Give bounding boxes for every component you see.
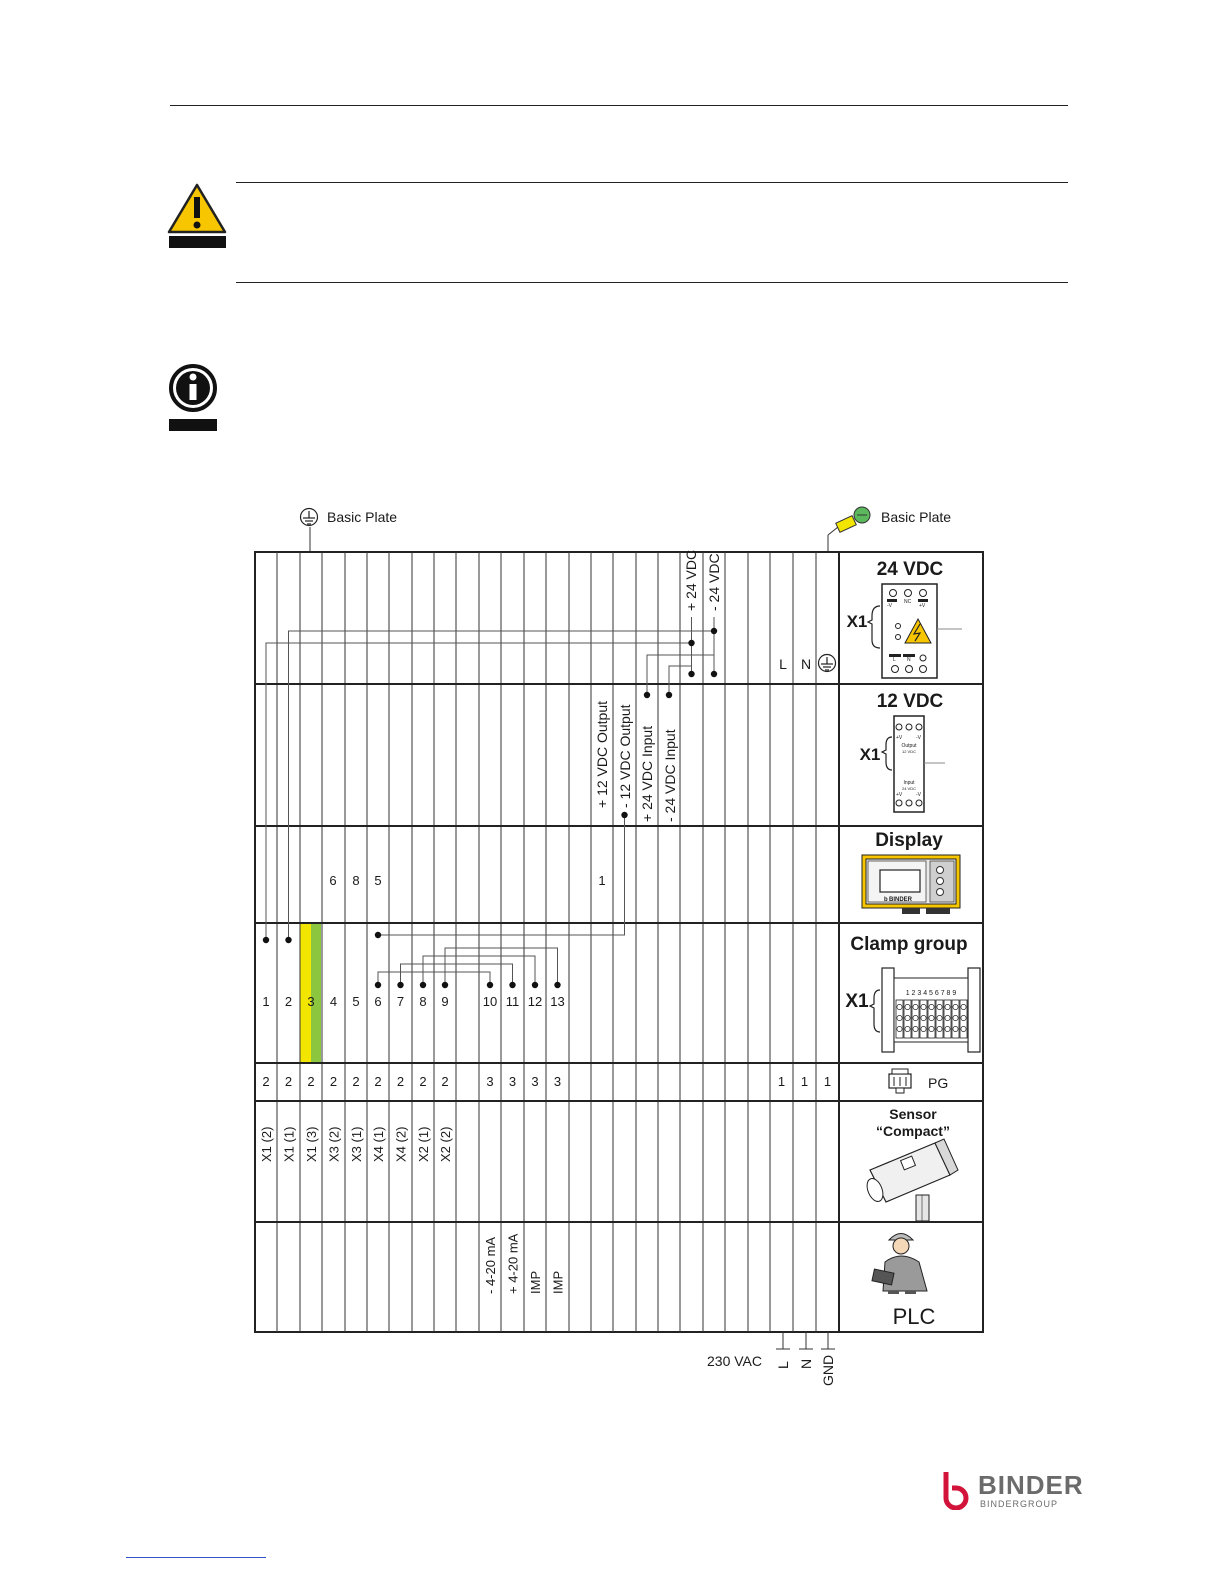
plc-signal-label: + 4-20 mA bbox=[505, 1233, 521, 1294]
terminal-numbers bbox=[262, 994, 564, 1009]
mains-N-label: N bbox=[798, 1358, 814, 1369]
clamp-screw bbox=[905, 1015, 910, 1020]
clamp-screw bbox=[953, 1004, 958, 1009]
clamp-screw bbox=[897, 1004, 902, 1009]
clamp-screw bbox=[929, 1026, 934, 1031]
psu24-title: 24 VDC bbox=[876, 559, 944, 580]
pg-number: 2 bbox=[329, 1074, 338, 1089]
clamp-screw bbox=[961, 1004, 966, 1009]
wire-dot bbox=[487, 982, 493, 988]
svg-text:-V: -V bbox=[887, 603, 892, 609]
display-pin: 1 bbox=[598, 873, 606, 888]
clamp-screw bbox=[945, 1004, 950, 1009]
wire-dot bbox=[554, 982, 560, 988]
display-pin: 6 bbox=[329, 873, 337, 888]
clamp-title: Clamp group bbox=[850, 934, 968, 955]
bar-basic-plate-label: Basic Plate bbox=[881, 509, 952, 525]
clamp-screw bbox=[937, 1004, 942, 1009]
psu24-terminal-label: X1 bbox=[846, 612, 868, 631]
display-pin: 8 bbox=[352, 873, 360, 888]
wire-dot bbox=[666, 692, 672, 698]
plc-signal-label: - 4-20 mA bbox=[483, 1236, 498, 1294]
sensor-pin-label: X2 (1) bbox=[416, 1126, 431, 1162]
earth-column-green bbox=[311, 923, 321, 1063]
svg-text:24 VDC: 24 VDC bbox=[901, 786, 917, 791]
sensor-title-line2: “Compact” bbox=[876, 1123, 950, 1139]
display-drawing bbox=[862, 855, 960, 914]
sensor-pin-label: X3 (2) bbox=[326, 1126, 342, 1162]
terminal-number: 2 bbox=[284, 994, 293, 1009]
sensor-pin-label: X1 (1) bbox=[281, 1126, 297, 1162]
svg-text:Input: Input bbox=[903, 780, 915, 786]
wire-dot bbox=[375, 932, 381, 938]
label-plus-24vdc: + 24 VDC bbox=[683, 549, 699, 611]
wire-dot bbox=[375, 982, 381, 988]
pg-number: 1 bbox=[823, 1074, 832, 1089]
psu24-drawing bbox=[868, 584, 962, 678]
brand-group: BINDERGROUP bbox=[980, 1499, 1059, 1509]
pg-number: 2 bbox=[352, 1074, 360, 1089]
pg-number: 3 bbox=[553, 1074, 562, 1089]
sensor-pin-labels bbox=[259, 1127, 453, 1162]
clamp-screw bbox=[913, 1004, 918, 1009]
pg-number: 3 bbox=[508, 1074, 517, 1089]
display-title: Display bbox=[875, 830, 943, 851]
pg-numbers bbox=[262, 1074, 831, 1089]
pg-number: 2 bbox=[396, 1074, 405, 1089]
terminal-number: 7 bbox=[396, 994, 405, 1009]
pg-gland-icon bbox=[889, 1069, 911, 1093]
pg-number: 3 bbox=[531, 1074, 539, 1089]
wire-dot bbox=[711, 628, 717, 634]
earth-column-yellow bbox=[300, 923, 311, 1063]
label-minus-12vdc-output: - 12 VDC Output bbox=[617, 704, 633, 808]
sensor-pin-label: X4 (1) bbox=[371, 1126, 386, 1162]
clamp-screw bbox=[961, 1015, 966, 1020]
clamp-screw bbox=[905, 1004, 910, 1009]
brand-name: BINDER bbox=[978, 1470, 1084, 1500]
label-minus-24vdc-input: - 24 VDC Input bbox=[662, 729, 678, 822]
clamp-screw bbox=[921, 1015, 926, 1020]
svg-text:N: N bbox=[907, 657, 911, 663]
wire-dot bbox=[397, 982, 403, 988]
wire-dot bbox=[644, 692, 650, 698]
pg-number: 1 bbox=[777, 1074, 786, 1089]
earth-symbol-icon bbox=[819, 655, 836, 672]
warning-icon bbox=[169, 185, 226, 248]
pg-number: 2 bbox=[374, 1074, 382, 1089]
clamp-screw bbox=[953, 1026, 958, 1031]
earth-symbol-icon bbox=[301, 509, 318, 526]
wire-dot bbox=[442, 982, 448, 988]
terminal-number: 5 bbox=[352, 994, 360, 1009]
terminal-number: 3 bbox=[307, 994, 315, 1009]
label-minus-24vdc: - 24 VDC bbox=[706, 553, 722, 611]
wire-dot bbox=[688, 640, 694, 646]
svg-text:1 2 3 4 5 6 7 8 9: 1 2 3 4 5 6 7 8 9 bbox=[905, 990, 957, 997]
wire-dot bbox=[420, 982, 426, 988]
plc-signal-label: IMP bbox=[528, 1270, 543, 1294]
terminal-number: 12 bbox=[527, 994, 543, 1009]
psu12-drawing bbox=[882, 716, 945, 812]
pg-number: 3 bbox=[486, 1074, 494, 1089]
clamp-screw bbox=[937, 1015, 942, 1020]
clamp-terminal-label: X1 bbox=[845, 991, 869, 1012]
pg-number: 2 bbox=[441, 1074, 449, 1089]
svg-text:Output: Output bbox=[901, 743, 917, 749]
wire-dot bbox=[621, 812, 627, 818]
clamp-screw bbox=[921, 1004, 926, 1009]
label-plus-24vdc-input: + 24 VDC Input bbox=[639, 725, 655, 822]
terminal-number: 8 bbox=[419, 994, 427, 1009]
display-pin: 5 bbox=[374, 873, 382, 888]
clamp-screw bbox=[913, 1026, 918, 1031]
sensor-drawing bbox=[864, 1139, 958, 1221]
plc-title: PLC bbox=[892, 1304, 936, 1329]
svg-text:NC: NC bbox=[904, 599, 912, 605]
pg-number: 2 bbox=[307, 1074, 315, 1089]
clamp-screw bbox=[937, 1026, 942, 1031]
sensor-pin-label: X4 (2) bbox=[393, 1126, 409, 1162]
terminal-number: 6 bbox=[374, 994, 382, 1009]
svg-text:12 VDC: 12 VDC bbox=[901, 749, 917, 754]
earth-bar-icon bbox=[828, 507, 870, 552]
clamp-screw bbox=[945, 1015, 950, 1020]
svg-text:L: L bbox=[893, 657, 896, 663]
earth-basic-plate-label: Basic Plate bbox=[327, 509, 398, 525]
terminal-number: 4 bbox=[329, 994, 338, 1009]
psu12-title: 12 VDC bbox=[876, 691, 944, 712]
sensor-pin-label: X2 (2) bbox=[438, 1126, 453, 1162]
terminal-number: 10 bbox=[482, 994, 498, 1009]
svg-text:+V: +V bbox=[919, 603, 926, 609]
info-icon bbox=[169, 366, 217, 431]
svg-text:+V: +V bbox=[896, 792, 903, 798]
terminal-number: 1 bbox=[262, 994, 270, 1009]
pg-number: 2 bbox=[419, 1074, 427, 1089]
clamp-screw bbox=[905, 1026, 910, 1031]
wire-dot bbox=[688, 671, 694, 677]
technician-icon bbox=[872, 1234, 927, 1295]
sensor-title-line1: Sensor bbox=[889, 1106, 937, 1122]
clamp-screw bbox=[921, 1026, 926, 1031]
clamp-screw bbox=[897, 1026, 902, 1031]
plc-signal-label: IMP bbox=[550, 1270, 566, 1294]
clamp-screw bbox=[913, 1015, 918, 1020]
label-N: N bbox=[800, 656, 812, 672]
mains-L-label: L bbox=[775, 1361, 791, 1369]
mains-voltage-label: 230 VAC bbox=[707, 1353, 762, 1369]
sensor-pin-label: X1 (3) bbox=[304, 1126, 319, 1162]
svg-text:-V: -V bbox=[916, 735, 921, 741]
label-L: L bbox=[779, 656, 787, 672]
footer-link-underline bbox=[126, 1557, 266, 1558]
wire-dot bbox=[509, 982, 515, 988]
svg-text:+V: +V bbox=[896, 735, 903, 741]
clamp-screw bbox=[929, 1015, 934, 1020]
svg-text:-V: -V bbox=[916, 792, 921, 798]
clamp-screw bbox=[945, 1026, 950, 1031]
clamp-screw bbox=[953, 1015, 958, 1020]
psu12-terminal-label: X1 bbox=[859, 745, 881, 764]
sensor-pin-label: X3 (1) bbox=[349, 1126, 364, 1162]
terminal-number: 13 bbox=[550, 994, 565, 1009]
pg-label: PG bbox=[928, 1075, 949, 1091]
terminal-number: 9 bbox=[441, 994, 449, 1009]
pg-number: 2 bbox=[262, 1074, 270, 1089]
svg-text:BINDER: BINDER bbox=[889, 897, 913, 903]
clamp-screw bbox=[929, 1004, 934, 1009]
svg-text:b: b bbox=[884, 897, 888, 903]
mains-GND-label: GND bbox=[820, 1354, 836, 1386]
clamp-screw bbox=[897, 1015, 902, 1020]
wire-dot bbox=[532, 982, 538, 988]
clamp-drawing bbox=[870, 968, 980, 1052]
clamp-screw bbox=[961, 1026, 966, 1031]
pg-number: 1 bbox=[800, 1074, 809, 1089]
label-plus-12vdc-output: + 12 VDC Output bbox=[594, 700, 610, 808]
sensor-pin-label: X1 (2) bbox=[259, 1126, 274, 1162]
terminal-number: 11 bbox=[505, 994, 520, 1009]
wire-dot bbox=[285, 937, 291, 943]
pg-number: 2 bbox=[284, 1074, 293, 1089]
wire-dot bbox=[263, 937, 269, 943]
wire-dot bbox=[711, 671, 717, 677]
